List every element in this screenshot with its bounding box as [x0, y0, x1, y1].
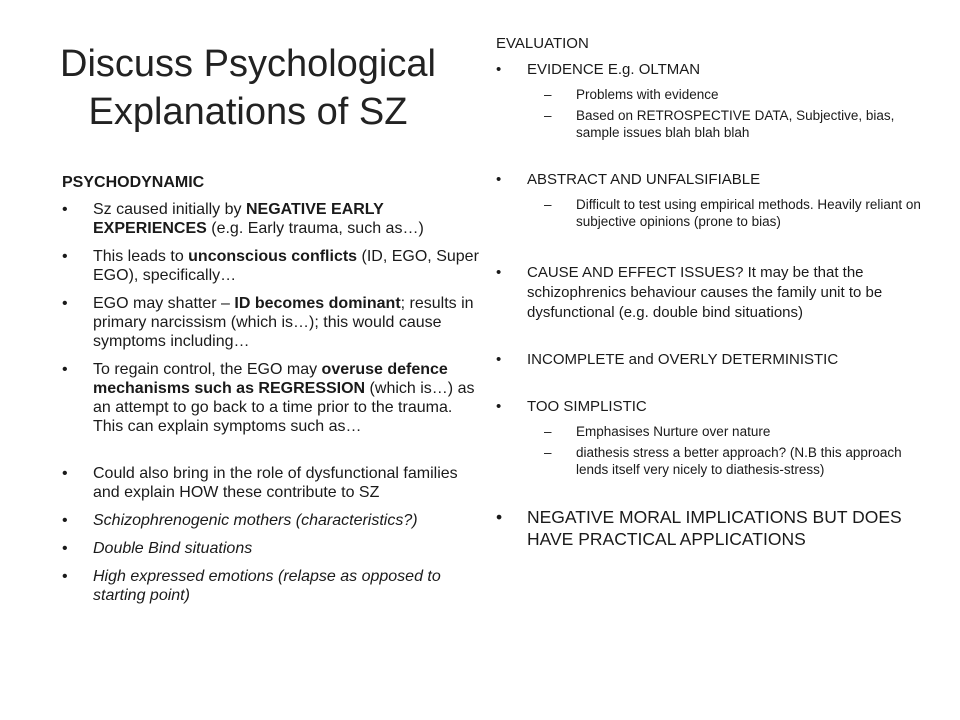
- title-line-2: Explanations of SZ: [88, 91, 408, 133]
- dash-icon: –: [544, 445, 552, 460]
- dash-icon: –: [544, 108, 552, 123]
- bullet-icon: •: [496, 507, 503, 527]
- bullet-text: Schizophrenogenic mothers (characteristics?): [93, 512, 418, 529]
- eval-simplistic-sub-2: [496, 444, 936, 478]
- eval-abstract-sub-1: [496, 196, 936, 230]
- bullet-icon: •: [62, 568, 68, 585]
- bullet-schizophrenogenic-mothers: [62, 511, 482, 530]
- bullet-icon: •: [496, 264, 502, 281]
- bullet-text: (which is…) as an attempt to go back to a time prior to the trauma. This can explain symptoms such as…: [93, 380, 475, 435]
- psychodynamic-column: [62, 172, 482, 605]
- bullet-text: (ID, EGO, Super EGO), specifically…: [93, 248, 479, 284]
- bullet-text: EVIDENCE E.g. OLTMAN: [527, 61, 701, 78]
- eval-too-simplistic: [496, 397, 936, 417]
- bullet-text: Double Bind situations: [93, 540, 253, 557]
- bullet-double-bind: [62, 539, 482, 558]
- bullet-text: ABSTRACT AND UNFALSIFIABLE: [527, 171, 761, 188]
- sub-bullet-text: diathesis stress a better approach? (N.B this approach lends itself very nicely to diathesis-stress): [576, 445, 902, 477]
- bullet-text: TOO SIMPLISTIC: [527, 398, 647, 415]
- eval-cause-effect: [496, 263, 936, 323]
- bullet-high-expressed-emotions: [62, 567, 482, 605]
- bullet-text: This leads to: [93, 248, 189, 265]
- bullet-icon: •: [62, 248, 68, 265]
- bullet-text: To regain control, the EGO may: [93, 361, 322, 378]
- dash-icon: –: [544, 87, 552, 102]
- sub-bullet-text: Difficult to test using empirical methods. Heavily reliant on subjective opinions (prone to bias): [576, 197, 921, 229]
- bullet-icon: •: [62, 512, 68, 529]
- bullet-dysfunctional-families: [62, 464, 482, 502]
- bullet-text: CAUSE AND EFFECT ISSUES? It may be that the schizophrenics behaviour causes the family unit to be dysfunctional (e.g. double bind situations): [527, 264, 883, 321]
- sub-bullet-text: Problems with evidence: [576, 87, 719, 102]
- bullet-icon: •: [62, 540, 68, 557]
- eval-incomplete: [496, 350, 936, 370]
- bullet-bold-text: ID becomes dominant: [234, 295, 401, 312]
- dash-icon: –: [544, 424, 552, 439]
- bullet-icon: •: [496, 398, 502, 415]
- dash-icon: –: [544, 197, 552, 212]
- bullet-text: Could also bring in the role of dysfunctional families and explain HOW these contribute to SZ: [93, 465, 458, 501]
- bullet-icon: •: [496, 61, 502, 78]
- bullet-icon: •: [62, 361, 68, 378]
- eval-moral-implications: [496, 506, 936, 550]
- evaluation-column: [496, 34, 936, 550]
- bullet-negative-early-experiences: [62, 200, 482, 238]
- bullet-text: EGO may shatter –: [93, 295, 235, 312]
- psychodynamic-heading: PSYCHODYNAMIC: [62, 174, 205, 191]
- eval-evidence-sub-1: [496, 86, 936, 103]
- bullet-unconscious-conflicts: [62, 247, 482, 285]
- bullet-text: INCOMPLETE and OVERLY DETERMINISTIC: [527, 351, 839, 368]
- bullet-text: Sz caused initially by: [93, 201, 246, 218]
- bullet-bold-text: NEGATIVE EARLY EXPERIENCES: [93, 201, 384, 237]
- bullet-bold-text: unconscious conflicts: [188, 248, 358, 265]
- eval-simplistic-sub-1: [496, 423, 936, 440]
- bullet-text: ; results in primary narcissism (which is…); this would cause symptoms including…: [93, 295, 474, 350]
- sub-bullet-text: Based on RETROSPECTIVE DATA, Subjective, bias, sample issues blah blah blah: [576, 108, 895, 140]
- bullet-bold-text: overuse defence mechanisms such as REGRESSION: [93, 361, 448, 397]
- eval-abstract: [496, 170, 936, 190]
- bullet-icon: •: [496, 171, 502, 188]
- bullet-icon: •: [62, 201, 68, 218]
- title-line-1: Discuss Psychological: [60, 43, 436, 85]
- eval-evidence: [496, 60, 936, 80]
- bullet-icon: •: [62, 465, 68, 482]
- bullet-text: High expressed emotions (relapse as opposed to starting point): [93, 568, 441, 604]
- bullet-text: (e.g. Early trauma, such as…): [206, 220, 424, 237]
- evaluation-heading: EVALUATION: [496, 35, 589, 52]
- bullet-ego-shatter: [62, 294, 482, 351]
- eval-evidence-sub-2: [496, 107, 936, 141]
- bullet-defence-mechanisms: [62, 360, 482, 436]
- sub-bullet-text: Emphasises Nurture over nature: [576, 424, 771, 439]
- bullet-icon: •: [62, 295, 68, 312]
- bullet-icon: •: [496, 351, 502, 368]
- bullet-text: NEGATIVE MORAL IMPLICATIONS BUT DOES HAVE PRACTICAL APPLICATIONS: [527, 507, 902, 549]
- slide-title: [48, 40, 448, 136]
